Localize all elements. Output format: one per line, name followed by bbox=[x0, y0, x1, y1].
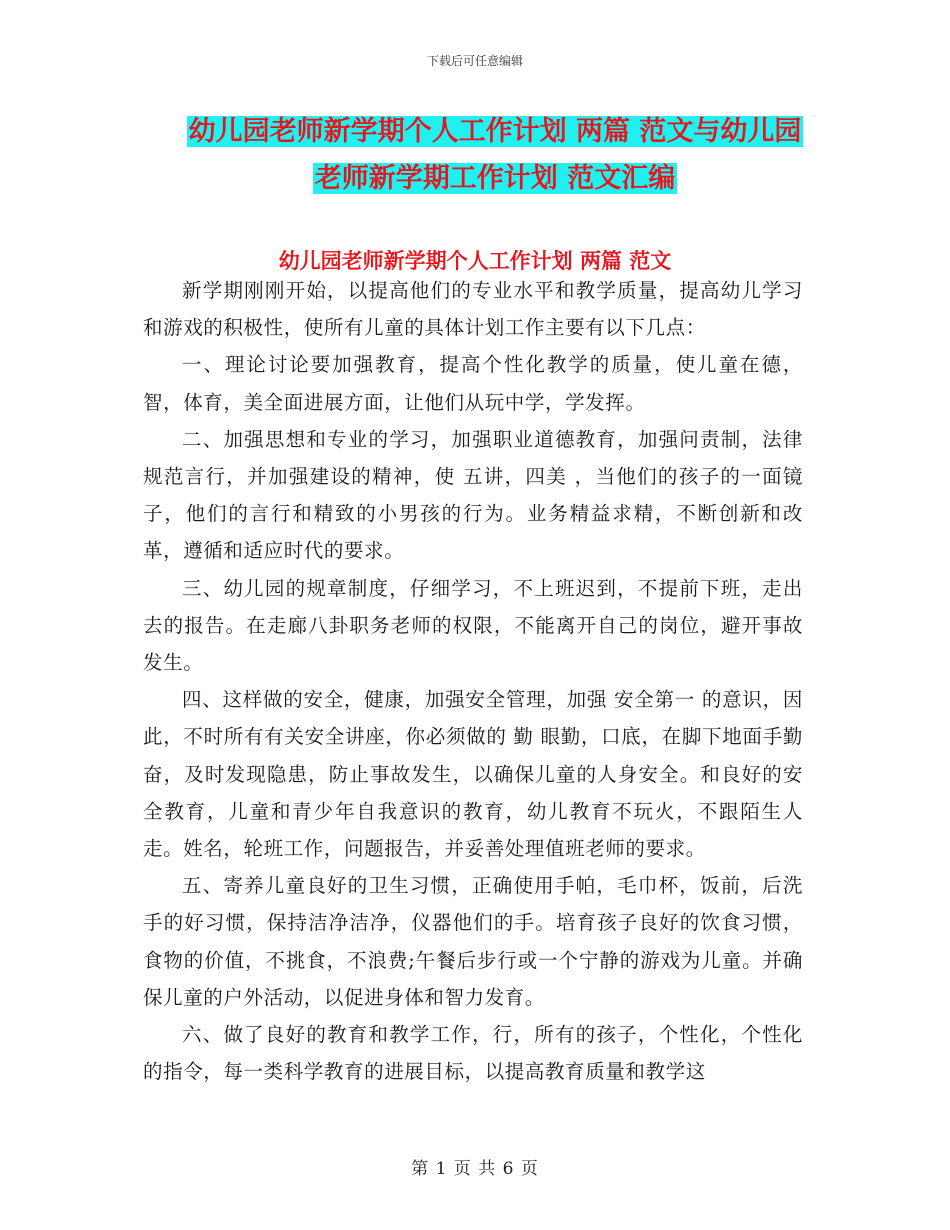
paragraph-4: 四、这样做的安全，健康，加强安全管理，加强 安全第一 的意识，因此，不时所有有关安全讲座，你必须做的 勤 眼勤，口底，在脚下地面手勤奋，及时发现隐患，防止事故发生，以确保儿童的人身安全。和良好的安全教育，儿童和青少年自我意识的教育，幼儿教育不玩火，不跟陌生人走。姓名，轮班工作，问题报告，并妥善处理值班老师的要求。 bbox=[143, 688, 803, 861]
paragraph-intro: 新学期刚刚开始，以提高他们的专业水平和教学质量，提高幼儿学习和游戏的积极性，使所有儿童的具体计划工作主要有以下几点： bbox=[143, 279, 803, 340]
page-footer: 第 1 页 共 6 页 bbox=[411, 1159, 539, 1179]
title-line-1: 幼儿园老师新学期个人工作计划 两篇 范文与幼儿园 bbox=[188, 116, 802, 147]
title-line-2: 老师新学期工作计划 范文汇编 bbox=[314, 163, 676, 194]
paragraph-3: 三、幼儿园的规章制度，仔细学习，不上班迟到，不提前下班，走出去的报告。在走廊八卦职务老师的权限，不能离开自己的岗位，避开事故发生。 bbox=[143, 576, 803, 675]
document-body bbox=[143, 272, 803, 1090]
document-title bbox=[150, 108, 840, 202]
paragraph-1: 一、理论讨论要加强教育，提高个性化教学的质量，使儿童在德，智，体育，美全面进展方面，让他们从玩中学，学发挥。 bbox=[143, 353, 803, 414]
section-title: 幼儿园老师新学期个人工作计划 两篇 范文 bbox=[278, 249, 672, 273]
paragraph-5: 五、寄养儿童良好的卫生习惯，正确使用手帕，毛巾杯，饭前，后洗手的好习惯，保持洁净洁净，仪器他们的手。培育孩子良好的饮食习惯，食物的价值，不挑食，不浪费;午餐后步行或一个宁静的游戏为儿童。并确保儿童的户外活动，以促进身体和智力发育。 bbox=[143, 874, 803, 1009]
paragraph-6: 六、做了良好的教育和教学工作，行，所有的孩子，个性化，个性化的指令，每一类科学教育的进展目标，以提高教育质量和教学这 bbox=[143, 1023, 803, 1084]
paragraph-2: 二、加强思想和专业的学习，加强职业道德教育，加强问责制，法律规范言行，并加强建设的精神，使 五讲，四美 ，当他们的孩子的一面镜子，他们的言行和精致的小男孩的行为。业务精益求精，不断创新和改革，遵循和适应时代的要求。 bbox=[143, 427, 803, 563]
header-note: 下载后可任意编辑 bbox=[426, 54, 523, 68]
